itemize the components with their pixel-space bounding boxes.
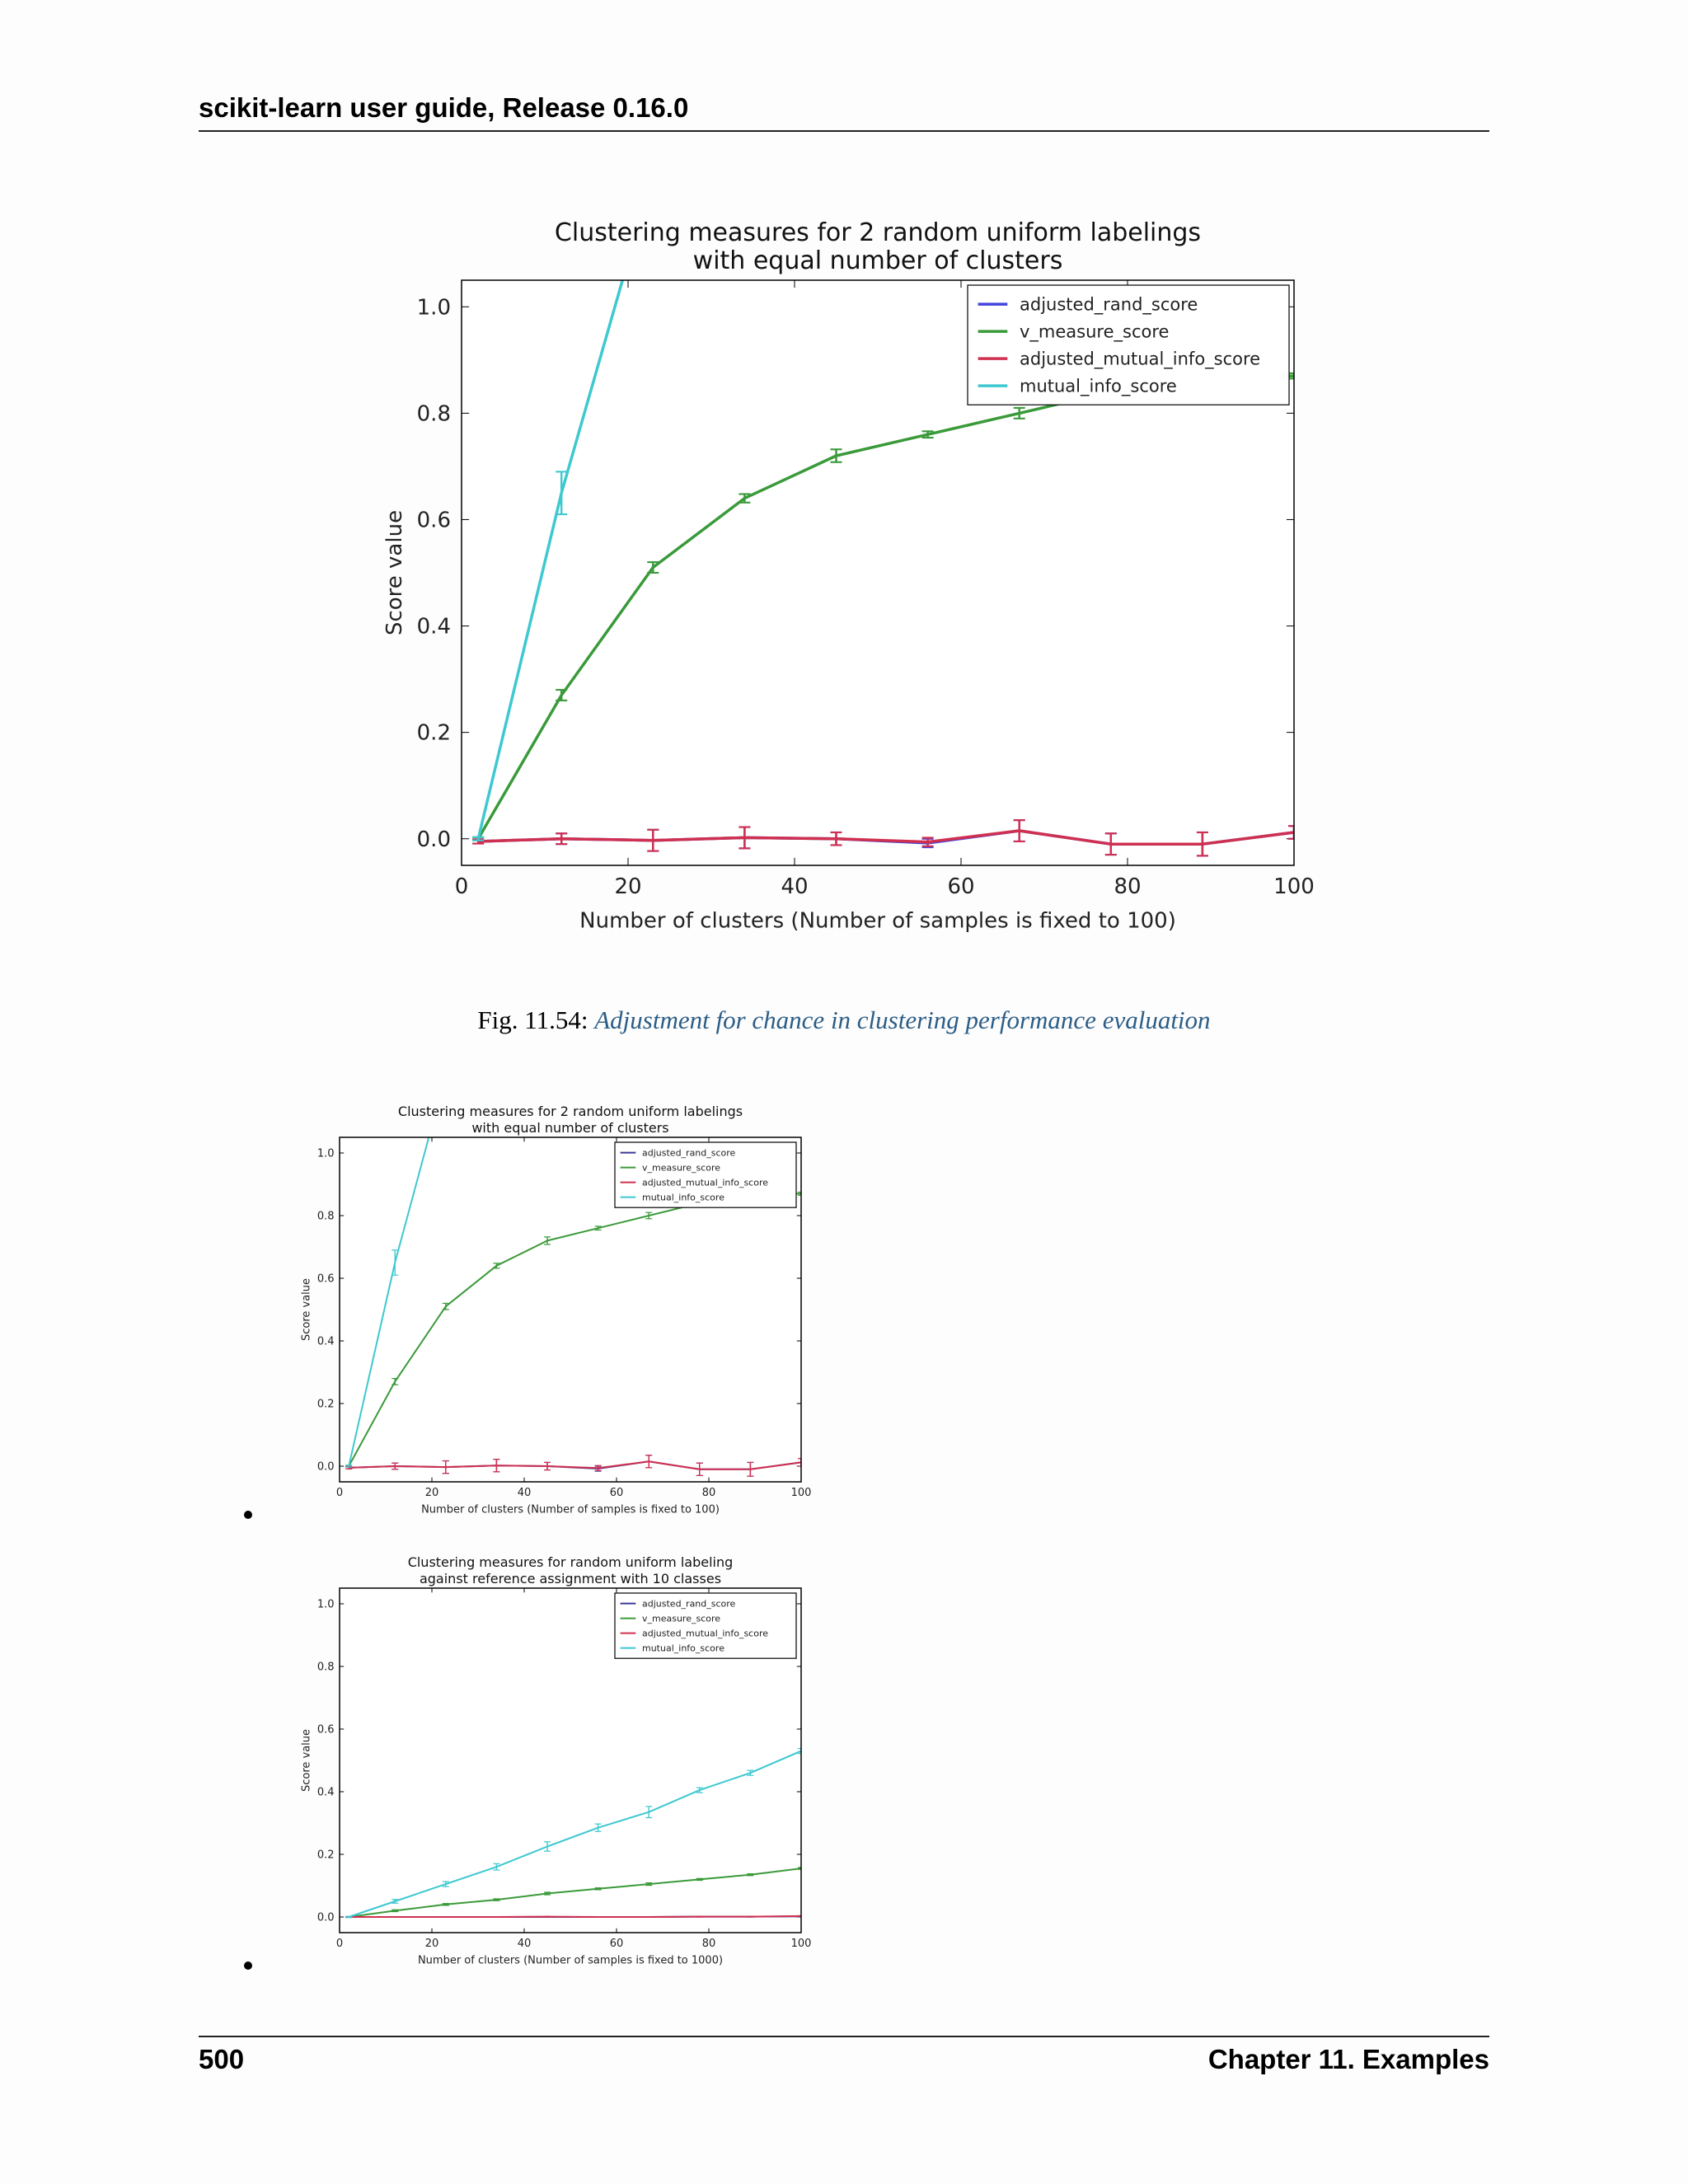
x-axis-label: Number of clusters (Number of samples is fixed to 1000) — [417, 1954, 724, 1967]
chart-title-line: Clustering measures for random uniform labeling — [407, 1554, 734, 1570]
x-tick-label: 40 — [517, 1937, 532, 1950]
x-tick-label: 80 — [701, 1937, 716, 1950]
gallery-chart-equal-clusters — [288, 1094, 816, 1523]
x-tick-label: 20 — [424, 1937, 439, 1950]
y-tick-label: 0.2 — [316, 1398, 335, 1411]
x-axis-label: Number of clusters (Number of samples is fixed to 100) — [579, 908, 1176, 934]
x-tick-label: 100 — [1273, 874, 1315, 899]
x-tick-label: 40 — [781, 874, 809, 899]
y-axis-label: Score value — [300, 1728, 313, 1793]
page-number: 500 — [199, 2044, 245, 2074]
header-rule — [199, 130, 1489, 132]
x-tick-label: 0 — [454, 874, 469, 899]
legend-label: v_measure_score — [1020, 321, 1170, 342]
y-tick-label: 0.2 — [316, 1849, 335, 1862]
x-tick-label: 100 — [790, 1937, 812, 1950]
chapter-title: Chapter 11. Examples — [1207, 2044, 1489, 2074]
figure-caption-link[interactable]: Adjustment for chance in clustering performance evaluation — [594, 1005, 1211, 1034]
x-tick-label: 60 — [947, 874, 975, 899]
y-tick-label: 0.8 — [316, 1210, 335, 1223]
y-tick-label: 0.4 — [316, 1335, 335, 1348]
figure-chart-large — [363, 206, 1315, 956]
legend-label: adjusted_mutual_info_score — [642, 1177, 769, 1188]
y-tick-label: 0.4 — [316, 1786, 335, 1799]
chart-title-line: against reference assignment with 10 classes — [419, 1571, 722, 1586]
legend-label: mutual_info_score — [1020, 376, 1177, 396]
y-tick-label: 1.0 — [416, 295, 451, 321]
x-tick-label: 20 — [424, 1486, 439, 1499]
legend-label: adjusted_mutual_info_score — [642, 1628, 769, 1639]
x-tick-label: 0 — [335, 1486, 344, 1499]
series-line-adjusted_mutual_info_score — [349, 1916, 801, 1917]
y-axis-label: Score value — [300, 1277, 313, 1342]
chart-title-line: Clustering measures for 2 random uniform labelings — [397, 1104, 743, 1119]
y-tick-label: 0.0 — [316, 1460, 335, 1474]
legend-label: adjusted_rand_score — [642, 1147, 736, 1159]
x-tick-label: 40 — [517, 1486, 532, 1499]
footer-rule — [199, 2036, 1489, 2037]
y-tick-label: 0.6 — [416, 508, 451, 533]
y-tick-label: 0.8 — [416, 401, 451, 427]
figure-caption-prefix: Fig. 11.54: — [477, 1005, 595, 1034]
x-tick-label: 80 — [701, 1486, 716, 1499]
legend-label: v_measure_score — [642, 1162, 721, 1174]
legend-label: adjusted_mutual_info_score — [1020, 349, 1261, 369]
x-axis-label: Number of clusters (Number of samples is fixed to 100) — [421, 1503, 720, 1516]
y-tick-label: 0.4 — [416, 614, 451, 640]
y-tick-label: 0.6 — [316, 1723, 335, 1736]
x-tick-label: 80 — [1114, 874, 1142, 899]
list-bullet — [244, 1961, 252, 1970]
legend-label: mutual_info_score — [642, 1192, 724, 1203]
y-tick-label: 1.0 — [316, 1598, 335, 1611]
y-tick-label: 0.2 — [416, 720, 451, 746]
y-tick-label: 0.0 — [316, 1911, 335, 1924]
running-header: scikit-learn user guide, Release 0.16.0 — [199, 92, 689, 123]
list-bullet — [244, 1511, 252, 1519]
legend-label: adjusted_rand_score — [1020, 294, 1198, 315]
x-tick-label: 20 — [614, 874, 642, 899]
legend-label: mutual_info_score — [642, 1643, 724, 1654]
y-tick-label: 0.6 — [316, 1272, 335, 1286]
x-tick-label: 60 — [609, 1937, 624, 1950]
y-tick-label: 0.0 — [416, 827, 451, 852]
x-tick-label: 60 — [609, 1486, 624, 1499]
x-tick-label: 0 — [335, 1937, 344, 1950]
chart-title-line: with equal number of clusters — [471, 1120, 669, 1136]
x-tick-label: 100 — [790, 1486, 812, 1499]
chart-title-line: with equal number of clusters — [692, 246, 1063, 275]
y-axis-label: Score value — [382, 509, 408, 636]
gallery-chart-reference-assignment — [288, 1545, 816, 1974]
y-tick-label: 1.0 — [316, 1147, 335, 1160]
y-tick-label: 0.8 — [316, 1661, 335, 1674]
legend-label: adjusted_rand_score — [642, 1598, 736, 1610]
legend-label: v_measure_score — [642, 1613, 721, 1624]
chart-title-line: Clustering measures for 2 random uniform labelings — [554, 218, 1202, 247]
figure-caption — [0, 1005, 1688, 1035]
